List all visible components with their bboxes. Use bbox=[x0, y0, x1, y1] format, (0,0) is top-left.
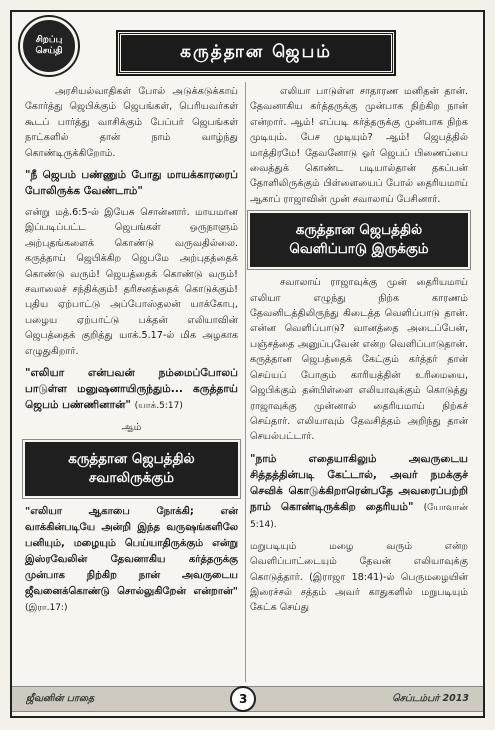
paragraph: என்று மத்.6:5-ல் இயேசு சொன்னார். மாயமான இப்படிப்பட்ட ஜெபங்கள் ஒருநாளும் அற்புதங்களைக் கொண்டு வருவதில்லை. கருத்தாய் ஜெபிக்கிற ஜெபமே அற்புதத்தைக் கொண்டு வரும்! ஜெயத்தைக் கொண்டு வரும்! சவாலைச் சந்திக்கும்! தரிசனத்தைக் கொடுக்கும்! புதிய ஏற்பாட்டு அப்போஸ்தலன் யாக்கோபு, பழைய ஏற்பாட்டு பக்தன் எலியாவின் ஜெபத்தைக் குறித்து யாக்.5.17-ல் மிக அழகாக எழுதுகிறார். bbox=[25, 207, 238, 357]
quote-text: "நாம் எதையாகிலும் அவருடைய சித்தத்தின்படி கேட்டால், அவர் நமக்குச் செவிக் கொடுக்கிறாரென்பதே அவரைப்பற்றி நாம் கொண்டிருக்கிற தைரியம்" bbox=[250, 452, 468, 513]
section-heading: கருத்தான ஜெபத்தில் சவாலிருக்கும் bbox=[25, 442, 238, 496]
magazine-name: ஜீவனின் பாதை bbox=[26, 693, 95, 704]
right-column bbox=[250, 84, 468, 622]
paragraph: மறுபடியும் மழை வரும் என்ற வெளிப்பாட்டையும் தேவன் எலியாவுக்கு கொடுத்தார். (இராஜா 18:41)-ல் பெருமழையின் இரைச்சல் சத்தம் அவர் காதுகளில் மறுபடியும் கேட்க செய்து bbox=[250, 540, 468, 614]
quote-text: "எலியா ஆகாபை நோக்கி; என் வாக்கின்படியே அன்றி இந்த வருஷங்களிலே பனியும், மழையும் பெய்யாதிருக்கும் என்று இஸ்ரவேலின் தேவனாகிய கர்த்தருக்கு முன்பாக நிற்கிற நான் அவருடைய ஜீவனைக்கொண்டு சொல்லுகிறேன் என்றான்" bbox=[25, 505, 238, 597]
page-footer bbox=[12, 686, 483, 712]
paragraph: அரசியல்வாதிகள் போல் அடுக்கடுக்காய் கோர்த்து ஜெபிக்கும் ஜெபங்கள், பெரியவர்கள் கூடப் பார்த்து வாசிக்கும் பேப்பர் ஜெபங்கள் நாட்களில் தான் நாம் வாழ்ந்து கொண்டிருக்கிறோம். bbox=[25, 86, 238, 159]
paragraph: எலியா பாடுள்ள சாதாரண மனிதன் தான். தேவனாகிய கர்த்தருக்கு முன்பாக நிற்கிற நான் என்றார். ஆம்! எப்படி கர்த்தருக்கு முன்பாக நிற்க முடியும். பேச முடியும்? ஆம்! ஜெபத்தில் மாத்திரமே! தேவனோடு ஓர் ஜெபப் பிணைப்பை வைத்துக் கொண்ட படியால்தான் தகப்பன் தோளிலிருக்கும் பிள்ளையைப் போல் தைரியமாய் ஆகாப் ராஜாவின் முன் சவாலாய் பேசினார். bbox=[250, 86, 468, 205]
scripture-quote bbox=[250, 451, 468, 533]
left-column bbox=[25, 84, 238, 622]
column-divider bbox=[245, 82, 246, 682]
section-heading: கருத்தான ஜெபத்தில் வெளிப்பாடு இருக்கும் bbox=[250, 213, 468, 267]
issue-date: செப்டம்பர் 2013 bbox=[392, 693, 469, 704]
badge-line2: செய்தி bbox=[35, 46, 63, 56]
paragraph: சவாலாய் ராஜாவுக்கு முன் தைரியமாய் எலியா எழுந்து நிற்க காரணம் தேவனிடத்திலிருந்து கிடைத்த வெளிப்பாடு தான். என்ன வெளிப்பாடு? வானத்தை அடைப்பேன், பஞ்சத்தை அனுப்புவேன் என்ற வெளிப்பாடுதான். கருத்தான ஜெபத்தைக் கேட்கும் கர்த்தர் தான் செய்யப் போகும் காரியத்தின் உரிமையை, ஜெபிக்கும் தன்பிள்ளை எலியாவுக்கும் கொடுத்து ராஜாவுக்கு முன்னால் தைரியமாய் நிற்கச் செய்தார். எலியாவும் தேவசித்தம் அறிந்து தான் செயல்பட்டார். bbox=[250, 277, 468, 443]
page-title: கருத்தான ஜெபம் bbox=[118, 32, 394, 74]
paragraph: ஆம் bbox=[121, 422, 142, 434]
special-news-badge bbox=[20, 17, 78, 75]
quote-text: "எலியா என்பவன் நம்மைப்போலப் பாடுள்ள மனுஷனாயிருந்தும்... கருத்தாய் ஜெபம் பண்ணினான்" bbox=[25, 367, 238, 412]
page-number: 3 bbox=[230, 686, 256, 712]
scripture-quote: "நீ ஜெபம் பண்ணும் போது மாயக்காரரைப் போலிருக்க வேண்டாம்" bbox=[25, 169, 238, 198]
quote-reference: (இரா.17:) bbox=[25, 602, 68, 613]
quote-reference: (யோவான் 5:14). bbox=[250, 502, 468, 530]
scripture-quote bbox=[25, 504, 238, 616]
badge-line1: சிறப்பு bbox=[35, 35, 63, 45]
scripture-quote bbox=[25, 365, 238, 414]
quote-reference: (யாக்.5:17) bbox=[134, 401, 183, 412]
